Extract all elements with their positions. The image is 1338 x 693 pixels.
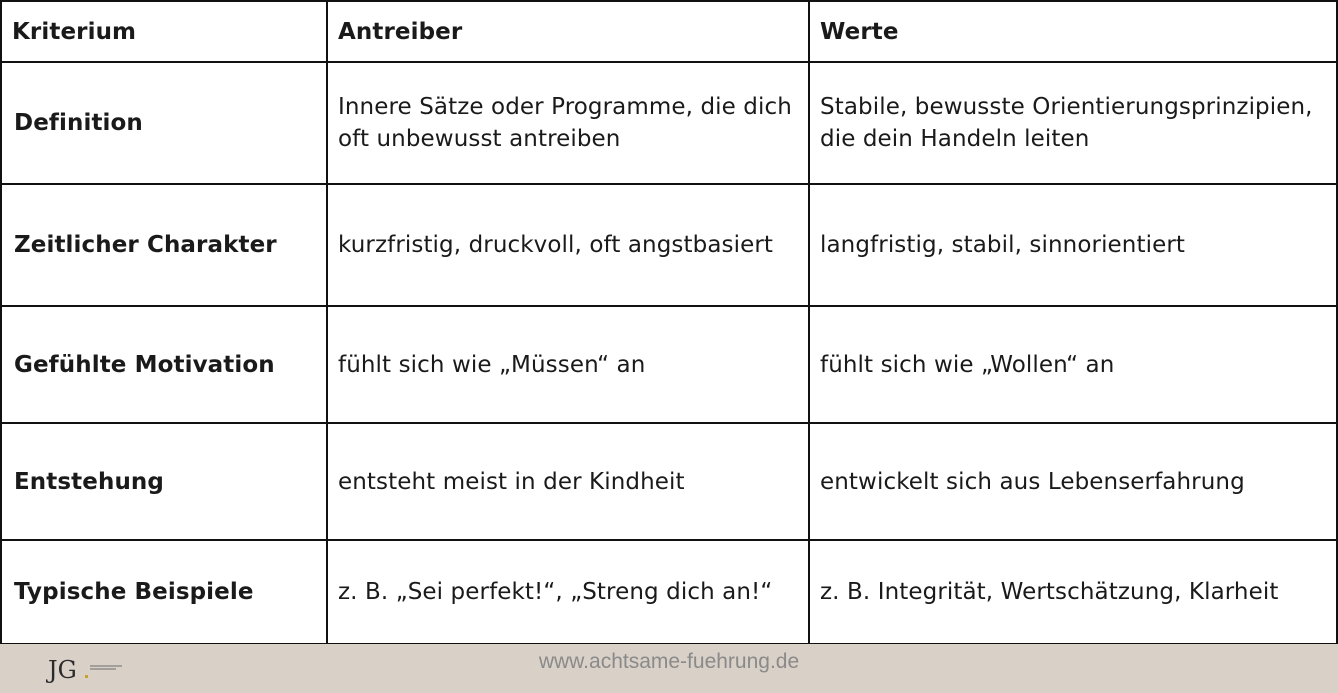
website-url[interactable]: www.achtsame-fuehrung.de (538, 650, 800, 673)
antreiber-cell: entsteht meist in der Kindheit (327, 423, 809, 540)
werte-cell: entwickelt sich aus Lebenserfahrung (809, 423, 1337, 540)
table-row (1, 184, 1337, 306)
antreiber-cell: z. B. „Sei perfekt!“, „Streng dich an!“ (327, 540, 809, 644)
header-werte: Werte (809, 1, 1337, 62)
table-row (1, 62, 1337, 184)
footer-bar (0, 644, 1338, 693)
criterion-cell: Definition (1, 62, 327, 184)
table-header-row (1, 1, 1337, 62)
werte-cell: langfristig, stabil, sinnorientiert (809, 184, 1337, 306)
werte-cell: Stabile, bewusste Orientierungsprinzipien, die dein Handeln leiten (809, 62, 1337, 184)
antreiber-cell: Innere Sätze oder Programme, die dich oft unbewusst antreiben (327, 62, 809, 184)
criterion-cell: Entstehung (1, 423, 327, 540)
antreiber-cell: kurzfristig, druckvoll, oft angstbasiert (327, 184, 809, 306)
criterion-cell: Zeitlicher Charakter (1, 184, 327, 306)
criterion-cell: Gefühlte Motivation (1, 306, 327, 423)
criterion-cell: Typische Beispiele (1, 540, 327, 644)
table-row (1, 540, 1337, 644)
table-row (1, 423, 1337, 540)
header-antreiber: Antreiber (327, 1, 809, 62)
table-row (1, 306, 1337, 423)
werte-cell: fühlt sich wie „Wollen“ an (809, 306, 1337, 423)
header-kriterium: Kriterium (1, 1, 327, 62)
werte-cell: z. B. Integrität, Wertschätzung, Klarheit (809, 540, 1337, 644)
antreiber-cell: fühlt sich wie „Müssen“ an (327, 306, 809, 423)
logo-letters: JG (48, 656, 77, 684)
logo-dot (85, 675, 88, 678)
